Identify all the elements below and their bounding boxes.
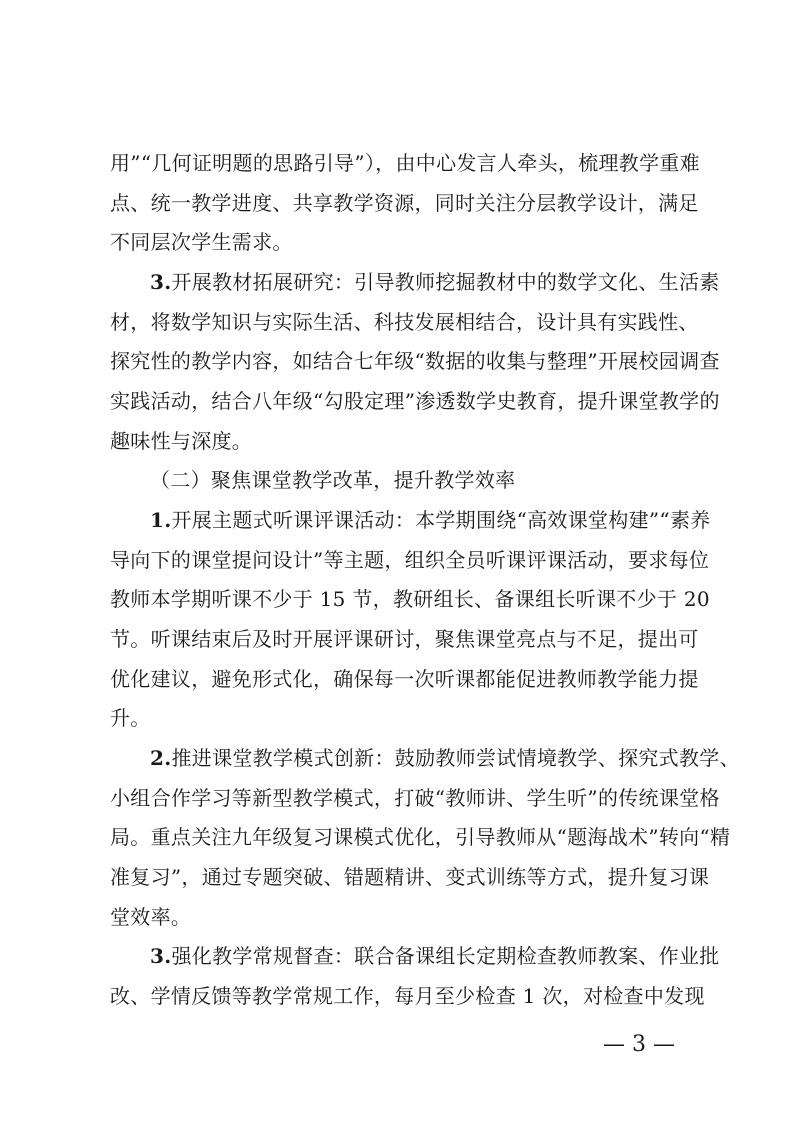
item-number: 1. xyxy=(150,508,172,532)
paragraph-line: 堂效率。 xyxy=(110,905,192,929)
paragraph-line: 探究性的教学内容，如结合七年级“数据的收集与整理”开展校园调查 xyxy=(110,349,720,373)
paragraph-line: 材，将数学知识与实际生活、科技发展相结合，设计具有实践性、 xyxy=(110,310,699,334)
paragraph-line: 改、学情反馈等教学常规工作，每月至少检查 1 次，对检查中发现 xyxy=(110,984,705,1008)
paragraph-line: 点、统一教学进度、共享教学资源，同时关注分层教学设计，满足 xyxy=(110,191,699,215)
paragraph-line: 不同层次学生需求。 xyxy=(110,230,293,254)
section-heading: （二）聚焦课堂教学改革，提升教学效率 xyxy=(150,468,516,492)
numbered-paragraph-line: 2.推进课堂教学模式创新：鼓励教师尝试情境教学、探究式教学、 xyxy=(150,746,740,770)
paragraph-line: 用”“几何证明题的思路引导”），由中心发言人牵头，梳理教学重难 xyxy=(110,151,700,175)
paragraph-line: 优化建议，避免形式化，确保每一次听课都能促进教师教学能力提 xyxy=(110,667,699,691)
numbered-paragraph-line: 3.开展教材拓展研究：引导教师挖掘教材中的数学文化、生活素 xyxy=(150,270,720,294)
item-number: 3. xyxy=(150,944,172,968)
paragraph-line: 局。重点关注九年级复习课模式优化，引导教师从“题海战术”转向“精 xyxy=(110,825,731,849)
paragraph-line: 升。 xyxy=(110,706,151,730)
numbered-paragraph-line: 3.强化教学常规督查：联合备课组长定期检查教师教案、作业批 xyxy=(150,944,720,968)
page-number: — 3 — xyxy=(603,1032,675,1057)
numbered-paragraph-line: 1.开展主题式听课评课活动：本学期围绕“高效课堂构建”“素养 xyxy=(150,508,711,532)
paragraph-line: 实践活动，结合八年级“勾股定理”渗透数学史教育，提升课堂教学的 xyxy=(110,389,720,413)
paragraph-line: 导向下的课堂提问设计”等主题，组织全员听课评课活动，要求每位 xyxy=(110,548,710,572)
paragraph-line: 节。听课结束后及时开展评课研讨，聚焦课堂亮点与不足，提出可 xyxy=(110,627,699,651)
item-number: 3. xyxy=(150,270,172,294)
paragraph-line: 教师本学期听课不少于 15 节，教研组长、备课组长听课不少于 20 xyxy=(110,587,710,611)
paragraph-line: 趣味性与深度。 xyxy=(110,429,253,453)
paragraph-line: 准复习”，通过专题突破、错题精讲、变式训练等方式，提升复习课 xyxy=(110,865,710,889)
paragraph-line: 小组合作学习等新型教学模式，打破“教师讲、学生听”的传统课堂格 xyxy=(110,786,720,810)
item-number: 2. xyxy=(150,746,172,770)
